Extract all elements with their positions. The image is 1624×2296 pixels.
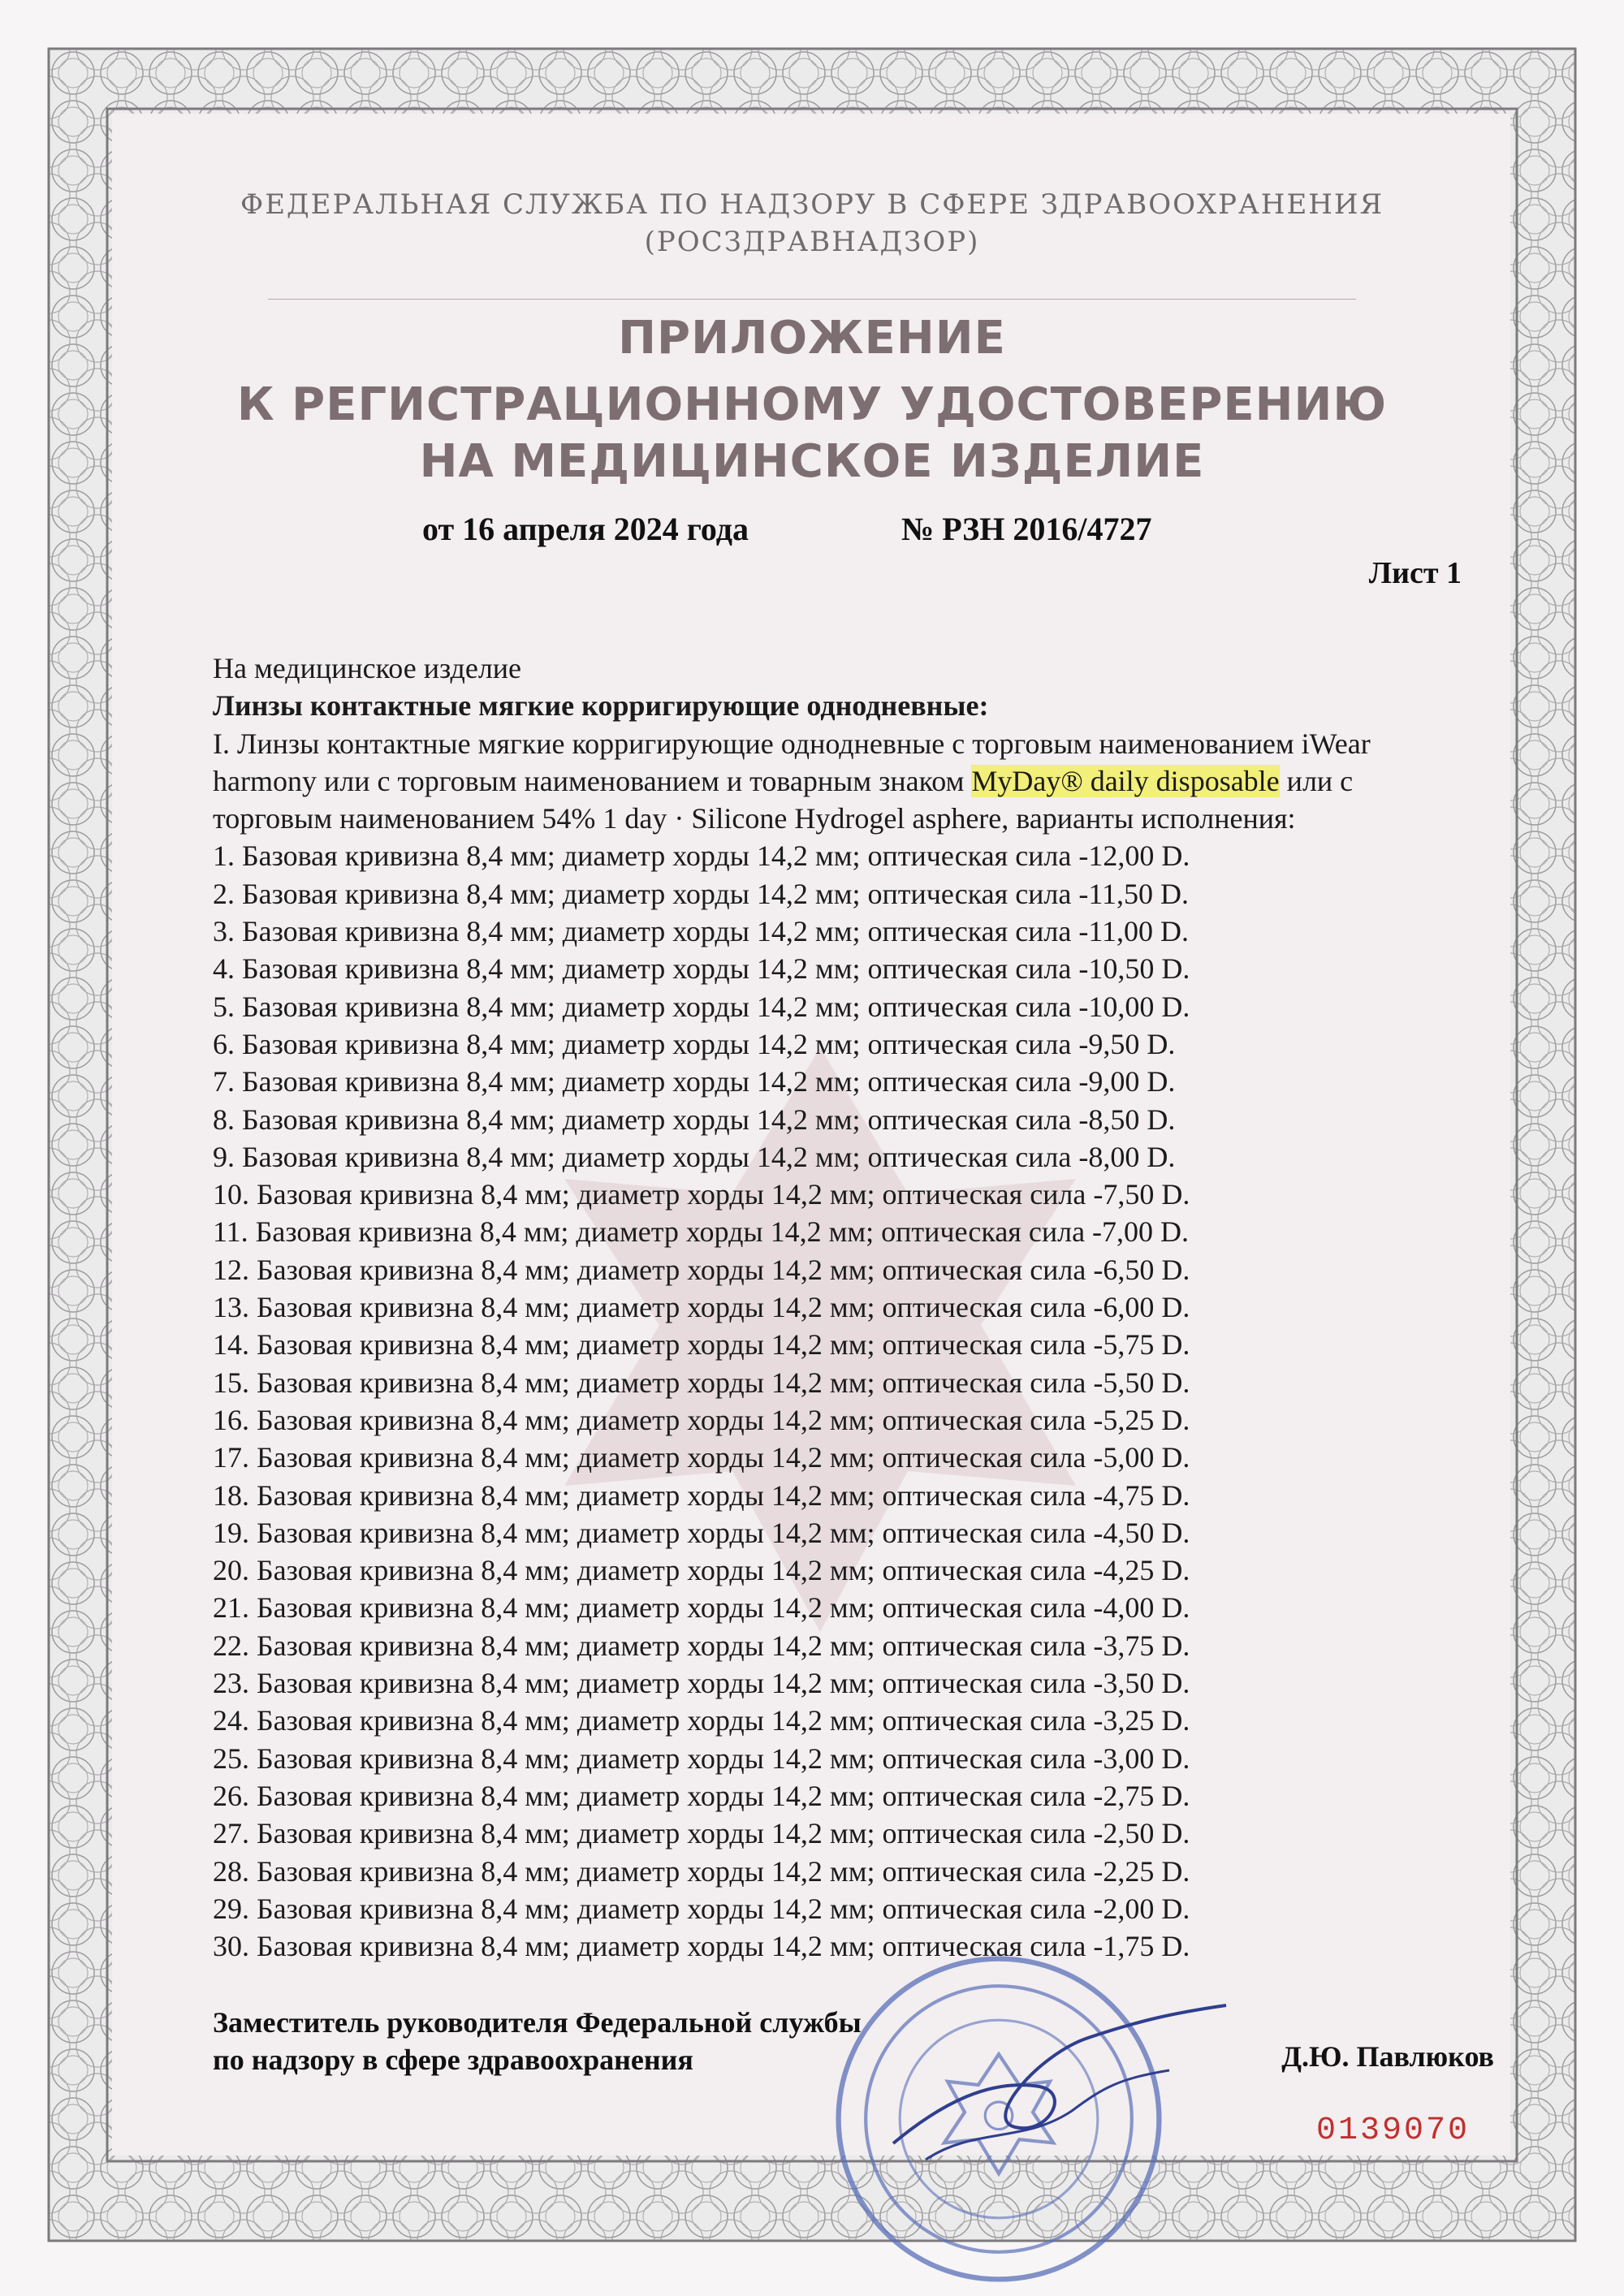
list-item: 12. Базовая кривизна 8,4 мм; диаметр хорды 14,2 мм; оптическая сила -6,50 D. (213, 1253, 1190, 1286)
list-item: 14. Базовая кривизна 8,4 мм; диаметр хорды 14,2 мм; оптическая сила -5,75 D. (213, 1328, 1190, 1362)
list-item: 28. Базовая кривизна 8,4 мм; диаметр хорды 14,2 мм; оптическая сила -2,25 D. (213, 1854, 1190, 1888)
sheet-number: Лист 1 (1368, 556, 1462, 590)
list-item: 18. Базовая кривизна 8,4 мм; диаметр хорды 14,2 мм; оптическая сила -4,75 D. (213, 1478, 1190, 1512)
highlighted-trademark: MyDay® daily disposable (971, 764, 1280, 797)
intro-text: На медицинское изделие (213, 652, 522, 684)
list-item: 7. Базовая кривизна 8,4 мм; диаметр хорды 14,2 мм; оптическая сила -9,00 D. (213, 1065, 1176, 1098)
list-item: 1. Базовая кривизна 8,4 мм; диаметр хорды 14,2 мм; оптическая сила -12,00 D. (213, 839, 1190, 873)
list-item: 17. Базовая кривизна 8,4 мм; диаметр хорды 14,2 мм; оптическая сила -5,00 D. (213, 1441, 1190, 1474)
list-item: 30. Базовая кривизна 8,4 мм; диаметр хорды 14,2 мм; оптическая сила -1,75 D. (213, 1930, 1190, 1963)
title-line-2: К РЕГИСТРАЦИОННОМУ УДОСТОВЕРЕНИЮ (236, 378, 1388, 431)
list-item: 16. Базовая кривизна 8,4 мм; диаметр хорды 14,2 мм; оптическая сила -5,25 D. (213, 1403, 1190, 1436)
agency-name: ФЕДЕРАЛЬНАЯ СЛУЖБА ПО НАДЗОРУ В СФЕРЕ ЗДРАВООХРАНЕНИЯ (240, 188, 1384, 221)
list-item: 23. Базовая кривизна 8,4 мм; диаметр хорды 14,2 мм; оптическая сила -3,50 D. (213, 1667, 1190, 1700)
list-item: 29. Базовая кривизна 8,4 мм; диаметр хорды 14,2 мм; оптическая сила -2,00 D. (213, 1892, 1190, 1925)
list-item: 26. Базовая кривизна 8,4 мм; диаметр хорды 14,2 мм; оптическая сила -2,75 D. (213, 1779, 1190, 1812)
list-item: 2. Базовая кривизна 8,4 мм; диаметр хорды 14,2 мм; оптическая сила -11,50 D. (213, 877, 1190, 910)
list-item: 13. Базовая кривизна 8,4 мм; диаметр хорды 14,2 мм; оптическая сила -6,00 D. (213, 1291, 1190, 1324)
serial-number: 0139070 (1315, 2113, 1470, 2149)
agency-abbreviation: (РОСЗДРАВНАДЗОР) (644, 226, 980, 258)
list-item: 10. Базовая кривизна 8,4 мм; диаметр хорды 14,2 мм; оптическая сила -7,50 D. (213, 1178, 1190, 1211)
list-item: 6. Базовая кривизна 8,4 мм; диаметр хорды 14,2 мм; оптическая сила -9,50 D. (213, 1027, 1176, 1060)
list-item: 9. Базовая кривизна 8,4 мм; диаметр хорды 14,2 мм; оптическая сила -8,00 D. (213, 1140, 1176, 1173)
list-item: 11. Базовая кривизна 8,4 мм; диаметр хорды 14,2 мм; оптическая сила -7,00 D. (213, 1215, 1190, 1249)
list-item: 27. Базовая кривизна 8,4 мм; диаметр хорды 14,2 мм; оптическая сила -2,50 D. (213, 1817, 1190, 1850)
variants-list (213, 837, 1479, 1965)
list-item: 24. Базовая кривизна 8,4 мм; диаметр хорды 14,2 мм; оптическая сила -3,25 D. (213, 1704, 1190, 1737)
position-line-1: Заместитель руководителя Федеральной службы (213, 2006, 862, 2039)
signatory-name: Д.Ю. Павлюков (1281, 2040, 1494, 2073)
list-item: 21. Базовая кривизна 8,4 мм; диаметр хорды 14,2 мм; оптическая сила -4,00 D. (213, 1591, 1190, 1625)
description-part-2: или с торговым наименованием 54% 1 day · Silicone Hydrogel asphere, варианты исполнения: (213, 764, 1354, 835)
list-item: 20. Базовая кривизна 8,4 мм; диаметр хорды 14,2 мм; оптическая сила -4,25 D. (213, 1554, 1190, 1587)
list-item: 22. Базовая кривизна 8,4 мм; диаметр хорды 14,2 мм; оптическая сила -3,75 D. (213, 1629, 1190, 1662)
registration-number: № РЗН 2016/4727 (901, 511, 1152, 547)
signatory-position (213, 2004, 862, 2078)
handwritten-signature (877, 1981, 1250, 2184)
header-divider (268, 299, 1356, 300)
title-line-1: ПРИЛОЖЕНИЕ (618, 312, 1006, 365)
title-line-3: НА МЕДИЦИНСКОЕ ИЗДЕЛИЕ (419, 435, 1205, 488)
list-item: 5. Базовая кривизна 8,4 мм; диаметр хорды 14,2 мм; оптическая сила -10,00 D. (213, 990, 1190, 1023)
list-item: 15. Базовая кривизна 8,4 мм; диаметр хорды 14,2 мм; оптическая сила -5,50 D. (213, 1366, 1190, 1399)
device-description (213, 725, 1479, 838)
issue-date: от 16 апреля 2024 года (422, 511, 749, 547)
device-name: Линзы контактные мягкие корригирующие однодневные: (213, 689, 989, 723)
list-item: 4. Базовая кривизна 8,4 мм; диаметр хорды 14,2 мм; оптическая сила -10,50 D. (213, 952, 1190, 986)
document-body (213, 650, 1479, 1965)
list-item: 3. Базовая кривизна 8,4 мм; диаметр хорды 14,2 мм; оптическая сила -11,00 D. (213, 915, 1190, 948)
list-item: 25. Базовая кривизна 8,4 мм; диаметр хорды 14,2 мм; оптическая сила -3,00 D. (213, 1741, 1190, 1775)
list-item: 8. Базовая кривизна 8,4 мм; диаметр хорды 14,2 мм; оптическая сила -8,50 D. (213, 1103, 1176, 1136)
position-line-2: по надзору в сфере здравоохранения (213, 2044, 693, 2076)
description-part-1: I. Линзы контактные мягкие корригирующие однодневные с торговым наименованием iWear harmony или с торговым наименованием и товарным знаком (213, 727, 1371, 797)
list-item: 19. Базовая кривизна 8,4 мм; диаметр хорды 14,2 мм; оптическая сила -4,50 D. (213, 1516, 1190, 1549)
